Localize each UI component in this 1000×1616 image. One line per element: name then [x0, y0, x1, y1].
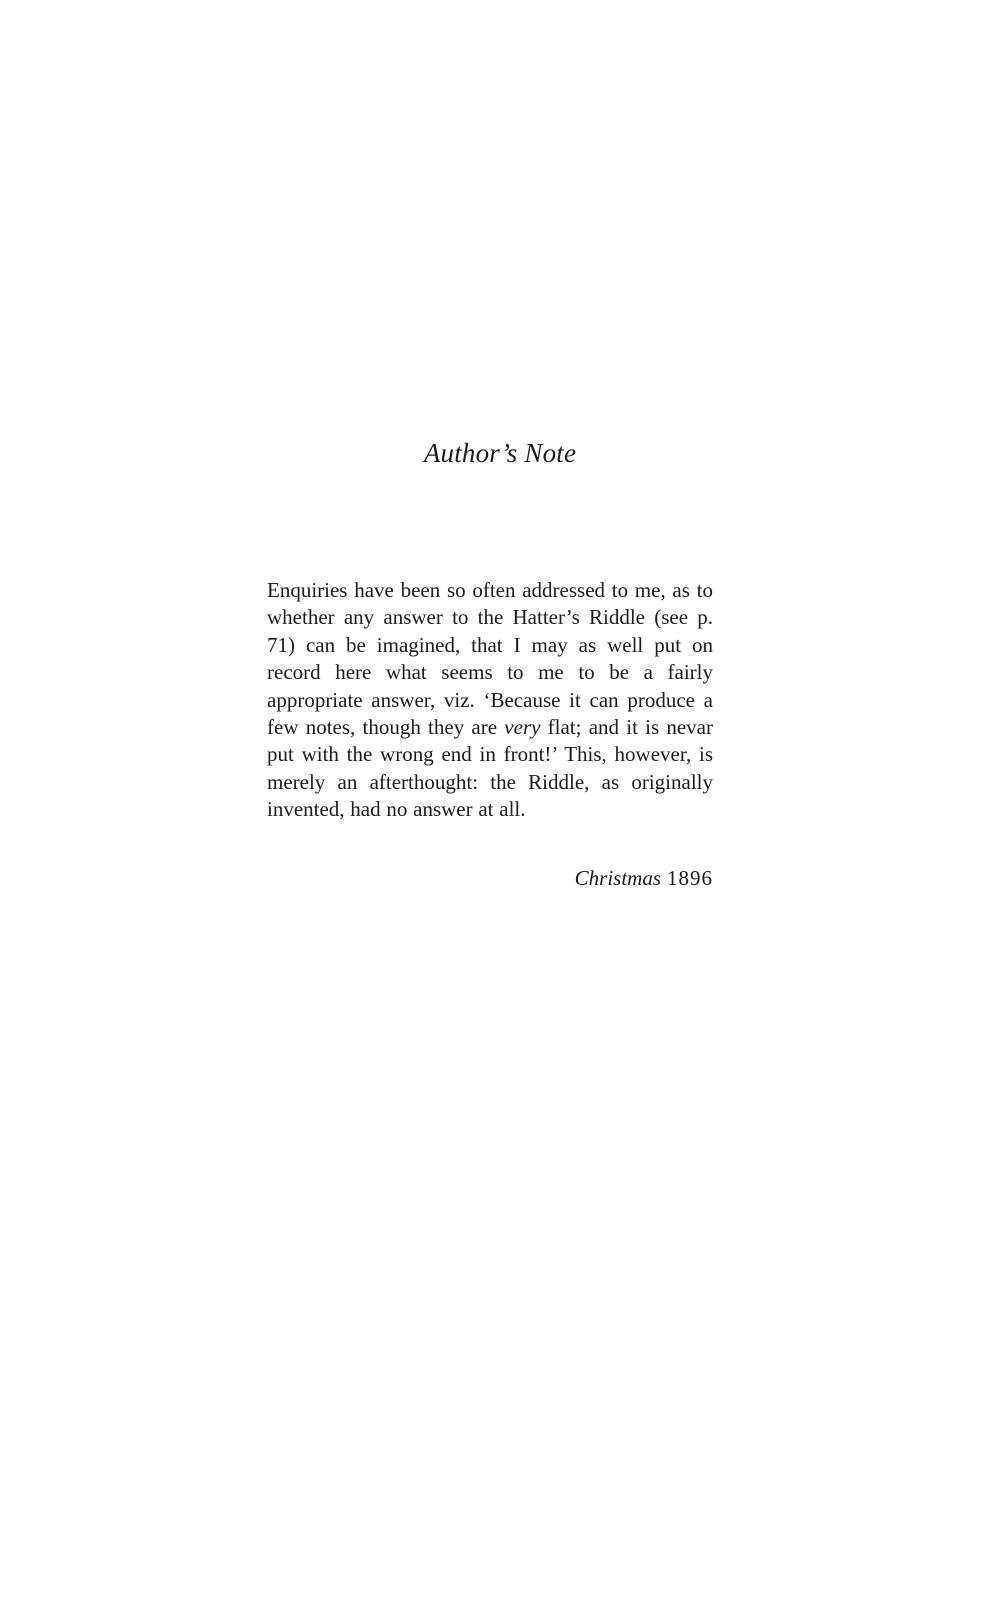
- paragraph-text-part-2: flat; and it is nevar put with the wrong end in front!’ This, however, is merely an afterthought: the Riddle, as originally invented, had no answer at all.: [267, 715, 713, 822]
- body-paragraph: [267, 577, 713, 824]
- signoff-occasion: Christmas: [574, 866, 661, 890]
- emphasized-word: very: [504, 715, 541, 740]
- signoff-year: 1896: [667, 866, 713, 890]
- page-title: Author’s Note: [423, 438, 577, 468]
- date-signoff: [267, 868, 713, 889]
- paragraph-text-part-1: Enquiries have been so often addressed to me, as to whether any answer to the Hatter’s Riddle (see p. 71) can be imagined, that I may as well put on record here what seems to me to be a fairly appropriate answer, viz. ‘Because it can produce a few notes, though they are: [267, 578, 713, 740]
